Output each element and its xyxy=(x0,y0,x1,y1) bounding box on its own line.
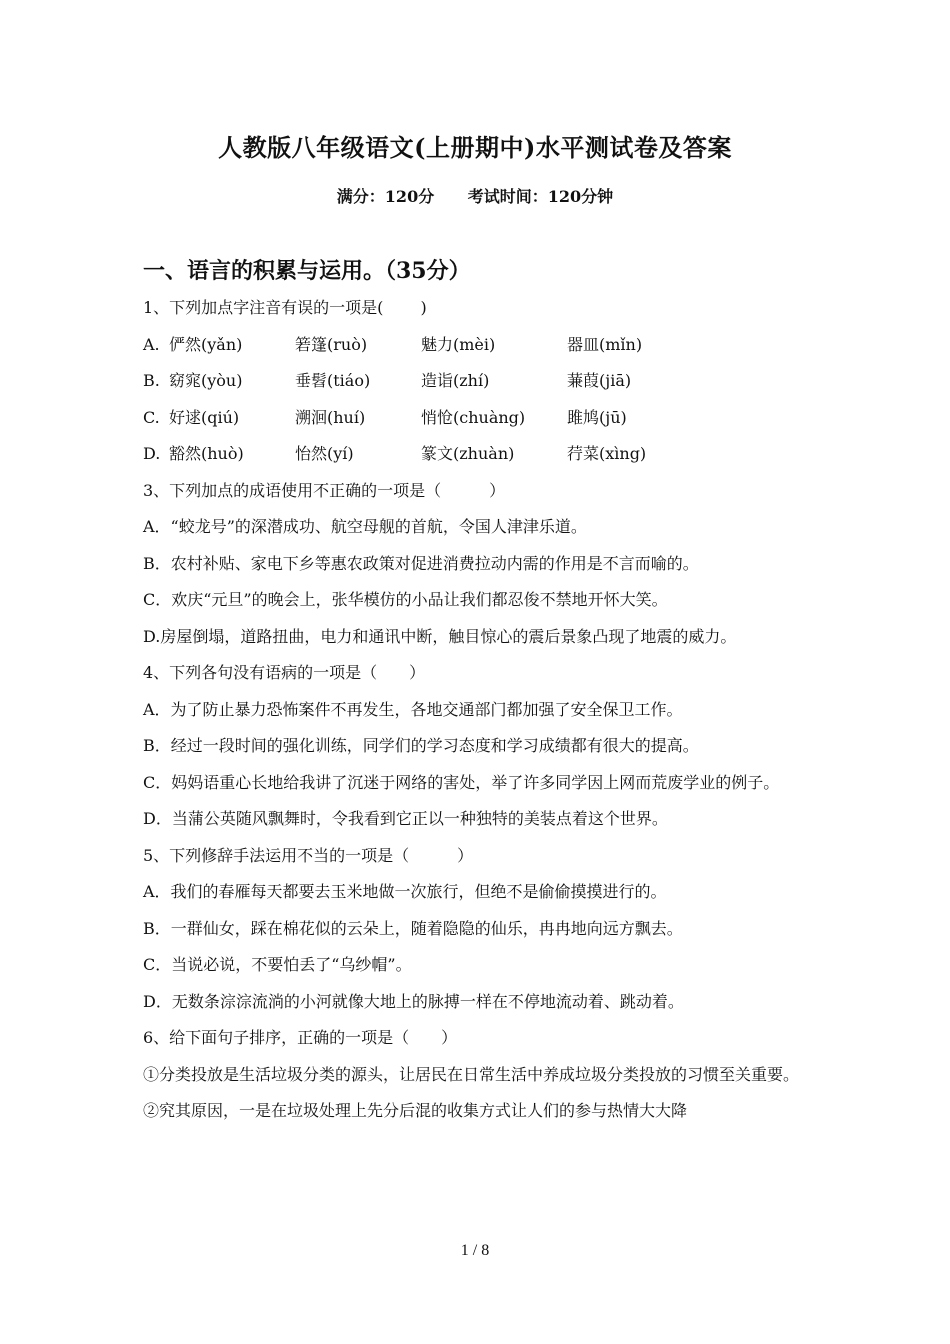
page-number: 1 / 8 xyxy=(460,1242,490,1259)
q4-option-c: C．妈妈语重心长地给我讲了沉迷于网络的害处，举了许多同学因上网而荒废学业的例子。 xyxy=(143,772,780,792)
question-body xyxy=(143,290,813,1130)
q1-option-d xyxy=(143,436,813,473)
q1-option-b xyxy=(143,363,813,400)
q3-option-b: B．农村补贴、家电下乡等惠农政策对促进消费拉动内需的作用是不言而喻的。 xyxy=(143,553,699,573)
full-score: 满分：120分 xyxy=(336,187,435,206)
option-item: 溯洄(huí) xyxy=(295,407,366,427)
q5-option-d: D．无数条淙淙流淌的小河就像大地上的脉搏一样在不停地流动着、跳动着。 xyxy=(143,991,684,1011)
q1-option-a xyxy=(143,327,813,364)
exam-time: 考试时间：120分钟 xyxy=(467,187,614,206)
option-item: 篆文(zhuàn) xyxy=(421,444,515,463)
q4-option-a: A．为了防止暴力恐怖案件不再发生，各地交通部门都加强了安全保卫工作。 xyxy=(143,699,683,719)
option-label: B. xyxy=(143,371,160,390)
option-item: 垂髫(tiáo) xyxy=(295,371,371,390)
option-item: 箬篷(ruò) xyxy=(295,334,368,354)
option-item: 好逑(qiú) xyxy=(169,407,240,427)
q5-option-c: C．当说必说，不要怕丢了“乌纱帽”。 xyxy=(143,955,412,974)
option-item: 魅力(mèi) xyxy=(421,334,496,354)
q3-stem: 3、下列加点的成语使用不正确的一项是（ ） xyxy=(143,480,506,500)
option-item: 俨然(yǎn) xyxy=(169,334,243,354)
option-item: 造诣(zhí) xyxy=(421,371,490,390)
q3-option-a: A．“蛟龙号”的深潜成功、航空母舰的首航，令国人津津乐道。 xyxy=(143,517,587,536)
q4-option-d: D．当蒲公英随风飘舞时，令我看到它正以一种独特的美装点着这个世界。 xyxy=(143,809,668,828)
q6-stem: 6、给下面句子排序，正确的一项是（ ） xyxy=(143,1028,458,1047)
q5-stem: 5、下列修辞手法运用不当的一项是（ ） xyxy=(143,845,474,865)
option-item: 雎鸠(jū) xyxy=(567,407,627,427)
option-item: 蒹葭(jiā) xyxy=(567,371,632,390)
q5-option-a: A．我们的春雁每天都要去玉米地做一次旅行，但绝不是偷偷摸摸进行的。 xyxy=(143,882,667,901)
option-item: 悄怆(chuàng) xyxy=(421,407,526,427)
option-item: 窈窕(yòu) xyxy=(169,371,243,390)
option-item: 豁然(huò) xyxy=(169,444,244,463)
page-title: 人教版八年级语文(上册期中)水平测试卷及答案 xyxy=(218,133,732,162)
q4-stem: 4、下列各句没有语病的一项是（ ） xyxy=(143,663,426,682)
q6-sentence-1: ①分类投放是生活垃圾分类的源头，让居民在日常生活中养成垃圾分类投放的习惯至关重要。 xyxy=(143,1064,800,1084)
section-heading: 一、语言的积累与运用。（35分） xyxy=(143,258,471,284)
exam-meta xyxy=(0,184,950,207)
q3-option-d: D.房屋倒塌，道路扭曲，电力和通讯中断，触目惊心的震后景象凸现了地震的威力。 xyxy=(143,626,737,646)
q3-option-c: C．欢庆“元旦”的晚会上，张华模仿的小品让我们都忍俊不禁地开怀大笑。 xyxy=(143,590,668,609)
option-item: 荇菜(xìng) xyxy=(567,444,647,463)
q1-stem: 1、下列加点字注音有误的一项是( ) xyxy=(143,298,427,317)
option-label: D. xyxy=(143,444,161,463)
q5-option-b: B．一群仙女，踩在棉花似的云朵上，随着隐隐的仙乐，冉冉地向远方飘去。 xyxy=(143,918,683,938)
q4-option-b: B．经过一段时间的强化训练，同学们的学习态度和学习成绩都有很大的提高。 xyxy=(143,736,699,755)
option-item: 器皿(mǐn) xyxy=(567,334,643,354)
option-label: A. xyxy=(143,334,160,354)
q6-sentence-2: ②究其原因，一是在垃圾处理上先分后混的收集方式让人们的参与热情大大降 xyxy=(143,1101,688,1120)
option-item: 怡然(yí) xyxy=(295,444,354,463)
option-label: C. xyxy=(143,407,160,427)
q1-option-c xyxy=(143,400,813,437)
